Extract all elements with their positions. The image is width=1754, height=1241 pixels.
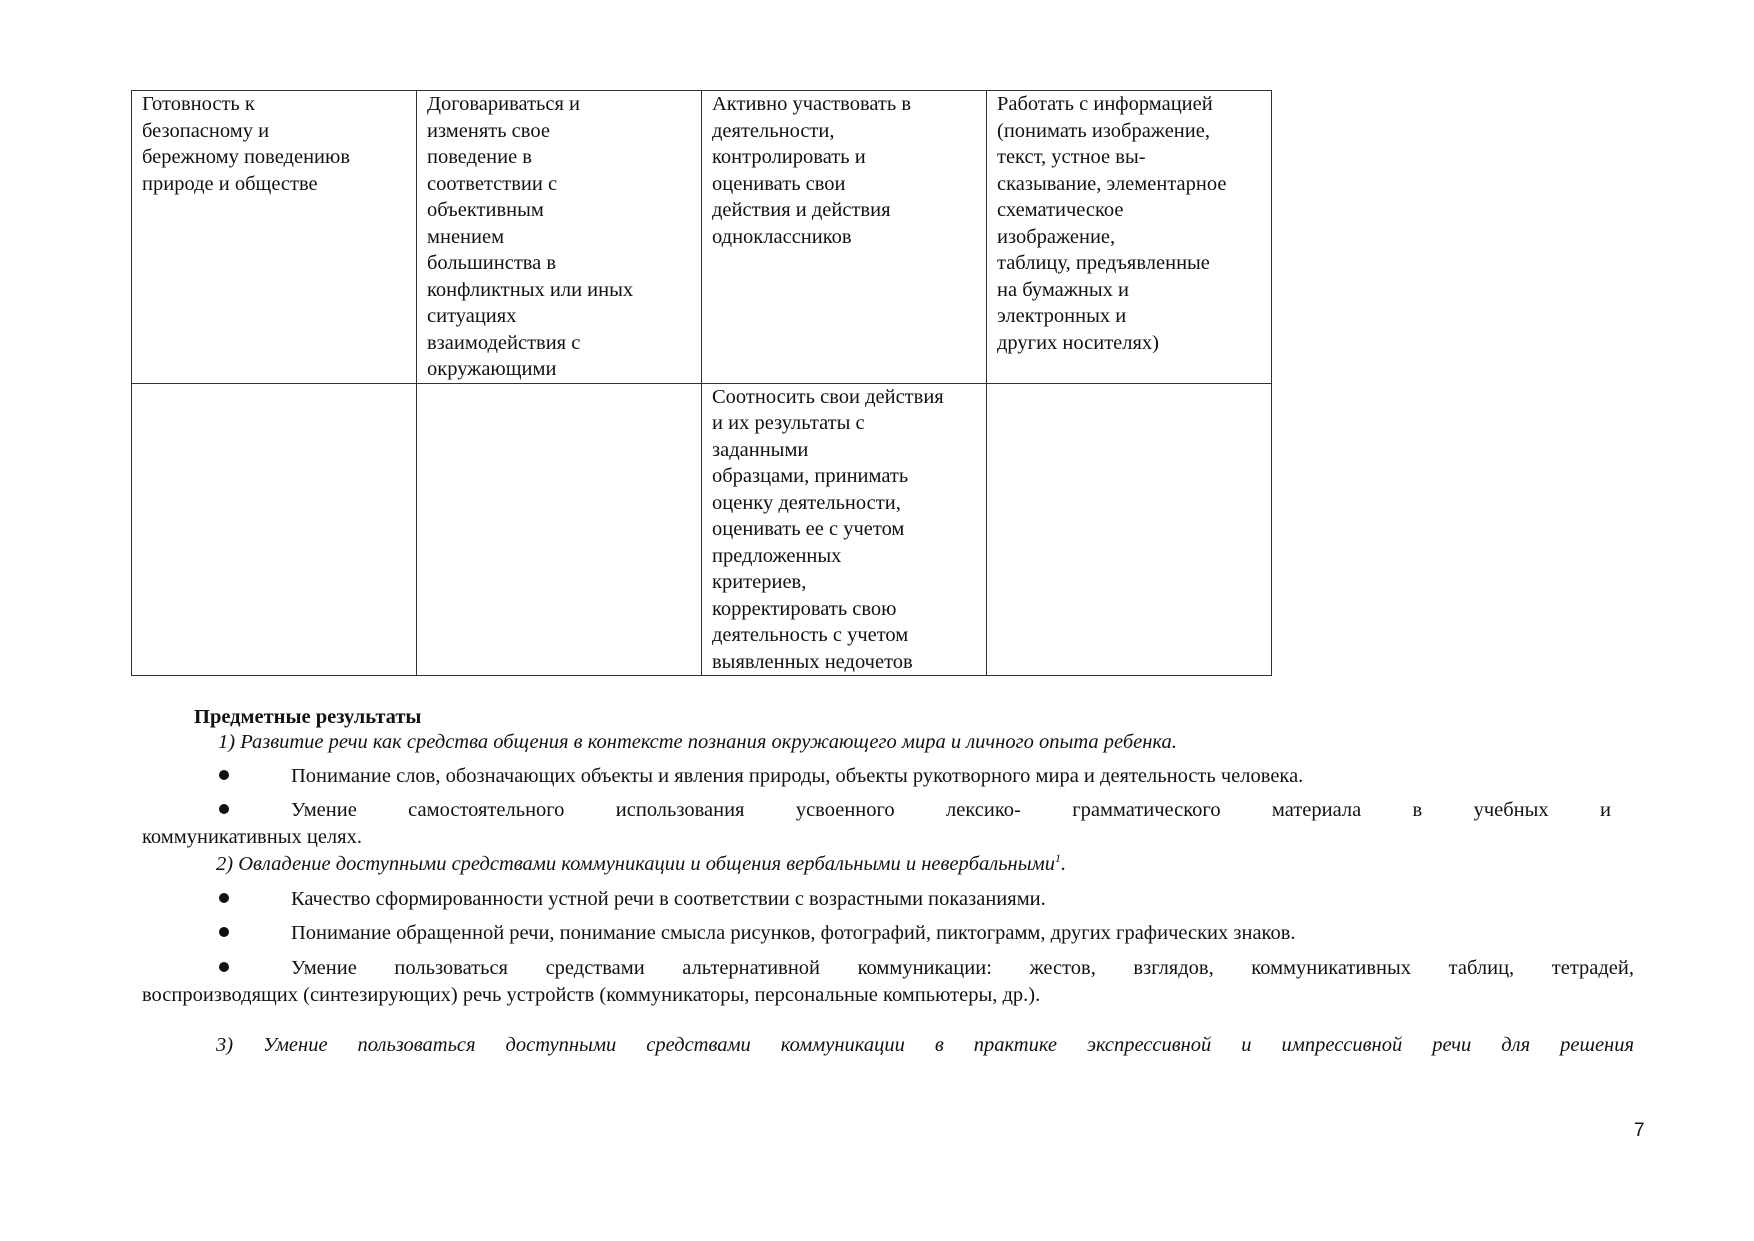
footnote-ref: 1 [1054,851,1061,865]
table-cell [417,383,702,676]
bullet-icon [219,804,229,814]
competencies-table [131,90,1272,676]
table-cell [132,383,417,676]
item1-bullet-2-cont: коммуникативных целях. [142,826,362,848]
item2-bullet-1: Качество сформированности устной речи в соответствии с возрастными показаниями. [291,888,1046,910]
item1-bullet-2: Умение самостоятельного использования усвоенного лексико- грамматического материала в учебных и [291,799,1611,821]
table-cell: Активно участвовать в деятельности, контролировать и оценивать свои действия и действия одноклассников [702,91,987,384]
table-cell: Соотносить свои действия и их результаты с заданными образцами, принимать оценку деятельности, оценивать ее с учетом предложенных критериев, корректировать свою деятельность с учетом выявленных недочетов [702,383,987,676]
item2-bullet-3: Умение пользоваться средствами альтернативной коммуникации: жестов, взглядов, коммуникативных таблиц, тетрадей, [291,957,1634,979]
table-cell: Договариваться и изменять свое поведение в соответствии с объективным мнением большинства в конфликтных или иных ситуациях взаимодействия с окружающими [417,91,702,384]
bullet-icon [219,893,229,903]
item2-heading-text: 2) Овладение доступными средствами коммуникации и общения вербальными и невербальными [216,852,1055,875]
table-cell [987,383,1272,676]
item2-bullet-3-cont: воспроизводящих (синтезирующих) речь устройств (коммуникаторы, персональные компьютеры, др.). [142,984,1041,1006]
bullet-icon [219,962,229,972]
table-cell: Работать с информацией (понимать изображение, текст, устное вы- сказывание, элементарное схематическое изображение, таблицу, предъявленные на бумажных и электронных и других носителях) [987,91,1272,384]
bullet-icon [219,770,229,780]
item2-bullet-2: Понимание обращенной речи, понимание смысла рисунков, фотографий, пиктограмм, других графических знаков. [291,922,1296,944]
item1-bullet-1: Понимание слов, обозначающих объекты и явления природы, объекты рукотворного мира и деятельность человека. [291,765,1304,787]
bullet-icon [219,927,229,937]
item2-heading: 2) Овладение доступными средствами коммуникации и общения вербальными и невербальными$^1$. [216,851,1067,875]
table-row [132,383,1272,676]
table-row [132,91,1272,384]
item1-heading: 1) Развитие речи как средства общения в контексте познания окружающего мира и личного опыта ребенка. [218,731,1177,753]
table-cell: Готовность к безопасному и бережному поведениюв природе и обществе [132,91,417,384]
item3-heading: 3) Умение пользоваться доступными средствами коммуникации в практике экспрессивной и импрессивной речи для решения [216,1034,1634,1056]
page-number: 7 [1634,1120,1645,1141]
section-title: Предметные результаты [194,706,422,728]
